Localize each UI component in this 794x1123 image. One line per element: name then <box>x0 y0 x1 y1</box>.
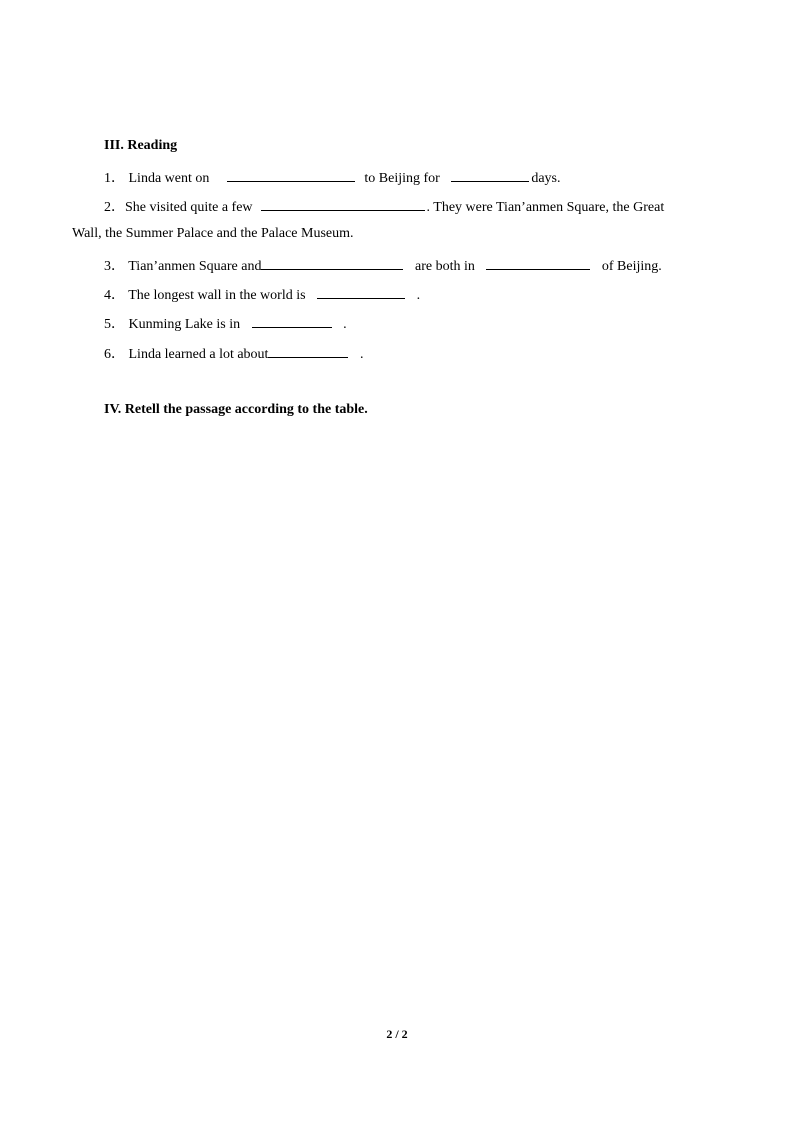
section-heading-retell: IV. Retell the passage according to the table. <box>104 402 368 417</box>
question-number: 6． <box>104 347 125 362</box>
question-number: 5． <box>104 317 125 332</box>
question-text: . <box>343 317 347 332</box>
question-number: 2． <box>104 200 125 215</box>
question-text: Linda learned a lot about <box>128 347 269 362</box>
answer-blank[interactable] <box>451 169 529 182</box>
page-number: 2 / 2 <box>386 1027 408 1041</box>
question-text: Linda went on <box>128 171 210 186</box>
section-heading-reading: III. Reading <box>104 138 178 153</box>
answer-blank[interactable] <box>486 257 590 270</box>
question-text: . <box>359 347 364 362</box>
question-6 <box>104 343 363 363</box>
question-text <box>427 200 720 216</box>
question-4 <box>104 284 420 304</box>
question-text: Tian’anmen Square and <box>128 259 262 274</box>
answer-blank[interactable] <box>261 198 425 211</box>
question-text: days. <box>531 171 561 186</box>
question-1 <box>104 167 560 187</box>
question-number: 1． <box>104 171 125 186</box>
question-text: The longest wall in the world is <box>128 288 306 303</box>
answer-blank[interactable] <box>227 169 355 182</box>
question-number: 3． <box>104 259 125 274</box>
question-3 <box>104 255 662 275</box>
answer-blank[interactable] <box>252 315 332 328</box>
question-text: She visited quite a few <box>125 200 253 215</box>
question-text: Kunming Lake is in <box>128 317 241 332</box>
answer-blank[interactable] <box>268 345 348 358</box>
question-5 <box>104 313 347 333</box>
question-text: to Beijing for <box>364 171 440 186</box>
question-text: of Beijing. <box>601 259 662 274</box>
question-text-part: . They were Tian’anmen Square, the Great <box>426 200 665 215</box>
question-text: . <box>416 288 421 303</box>
question-text: are both in <box>414 259 475 274</box>
question-number: 4． <box>104 288 125 303</box>
answer-blank[interactable] <box>317 286 405 299</box>
question-2 <box>104 196 720 216</box>
question-2-continuation: Wall, the Summer Palace and the Palace Museum. <box>72 226 354 241</box>
answer-blank[interactable] <box>261 257 403 270</box>
